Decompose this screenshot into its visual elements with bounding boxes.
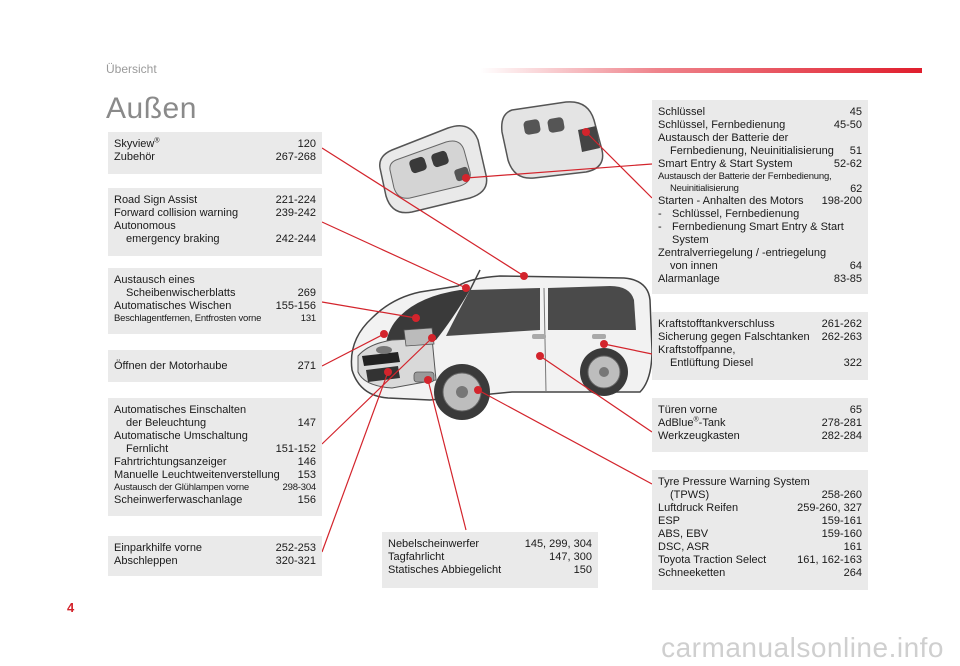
page-link[interactable]: 150 [573,564,592,576]
page-number: 4 [67,600,75,615]
watermark: carmanualsonline.info [661,632,944,663]
page-link[interactable]: 242-244 [275,233,316,245]
parking-box: Einparkhilfe vorne 252-253 Abschleppen 320-321 [108,536,322,576]
page-link[interactable]: 239-242 [275,207,316,219]
page-link[interactable]: 151-152 [275,443,316,455]
key-box: Schlüssel 45 Schlüssel, Fernbedienung 45-50 Austausch der Batterie der Fernbedienung, Neuinitialisierung 51 Smart Entry & Start System 52-62 Austausch der Batterie der Fernbedienung, Neuinitialisierung 62 Starten - Anhalten des Motors 198-200 - Schlüssel, Fernbedienung - Fernbedienung Smart Entry & Start System Zentralverriegelung / -entriegelung von innen 64 Alarmanlage 83-85 [652,100,868,294]
page-link[interactable]: 278-281 [821,417,862,429]
page-link[interactable]: 147 [297,417,316,429]
page-link[interactable]: 120 [297,138,316,150]
fuel-box: Kraftstofftankverschluss 261-262 Sicherung gegen Falschtanken 262-263 Kraftstoffpanne, Entlüftung Diesel 322 [652,312,868,380]
page-link[interactable]: 83-85 [833,273,862,285]
page-link[interactable]: 156 [297,494,316,506]
page-link[interactable]: 65 [849,404,862,416]
page-link[interactable]: 52-62 [833,158,862,170]
page-link[interactable]: 146 [297,456,316,468]
page-link[interactable]: 161 [843,541,862,553]
page-link[interactable]: 145, 299, 304 [524,538,592,550]
page-link[interactable]: 198-200 [821,195,862,207]
key-fob-back-icon [502,102,603,178]
page-link[interactable]: 320-321 [275,555,316,567]
page-link[interactable]: 258-260 [821,489,862,501]
doors-box: Türen vorne 65 AdBlue®-Tank 278-281 Werkzeugkasten 282-284 [652,398,868,452]
page-link[interactable]: 282-284 [821,430,862,442]
page-link[interactable]: 131 [300,313,316,324]
page-link[interactable]: 159-160 [821,528,862,540]
page-link[interactable]: 259-260, 327 [797,502,862,514]
section-label: Übersicht [106,62,157,76]
key-fob-front-icon [380,126,487,213]
page-link[interactable]: 261-262 [821,318,862,330]
page-link[interactable]: 51 [849,145,862,157]
page-link[interactable]: 64 [849,260,862,272]
page-link[interactable]: 153 [297,469,316,481]
page-link[interactable]: 221-224 [275,194,316,206]
fog-lights-box: Nebelscheinwerfer 145, 299, 304 Tagfahrlicht 147, 300 Statisches Abbiegelicht 150 [382,532,598,588]
page-link[interactable]: 252-253 [275,542,316,554]
page-link[interactable]: 264 [843,567,862,579]
page-link[interactable]: 271 [297,360,316,372]
page-link[interactable]: 322 [843,357,862,369]
page-link[interactable]: 147, 300 [549,551,592,563]
page-link[interactable]: 45 [849,106,862,118]
page-link[interactable]: 161, 162-163 [797,554,862,566]
skyview-box: Skyview® 120 Zubehör 267-268 [108,132,322,174]
page-link[interactable]: 267-268 [275,151,316,163]
lights-box: Automatisches Einschalten der Beleuchtung 147 Automatische Umschaltung Fernlicht 151-152 Fahrtrichtungsanzeiger 146 Manuelle Leuchtweitenverstellung 153 Austausch der Glühlampen vorne 298-304 Scheinwerferwaschanlage 156 [108,398,322,516]
page-link[interactable]: 62 [850,183,862,195]
driver-assist-box: Road Sign Assist 221-224 Forward collision warning 239-242 Autonomous emergency braking 242-244 [108,188,322,256]
page-link[interactable]: 269 [297,287,316,299]
bonnet-box: Öffnen der Motorhaube 271 [108,350,322,382]
wiper-box: Austausch eines Scheibenwischerblatts 269 Automatisches Wischen 155-156 Beschlagentfernen, Entfrosten vorne 131 [108,268,322,334]
page-link[interactable]: 155-156 [275,300,316,312]
page-link[interactable]: 159-161 [821,515,862,527]
page-link[interactable]: 298-304 [282,482,316,493]
page-link[interactable]: 262-263 [821,331,862,343]
page-title: Außen [106,92,197,125]
tyres-box: Tyre Pressure Warning System (TPWS) 258-260 Luftdruck Reifen 259-260, 327 ESP 159-161 ABS, EBV 159-160 DSC, ASR 161 Toyota Traction Select 161, 162-163 Schneeketten 264 [652,470,868,590]
page-link[interactable]: 45-50 [833,119,862,131]
